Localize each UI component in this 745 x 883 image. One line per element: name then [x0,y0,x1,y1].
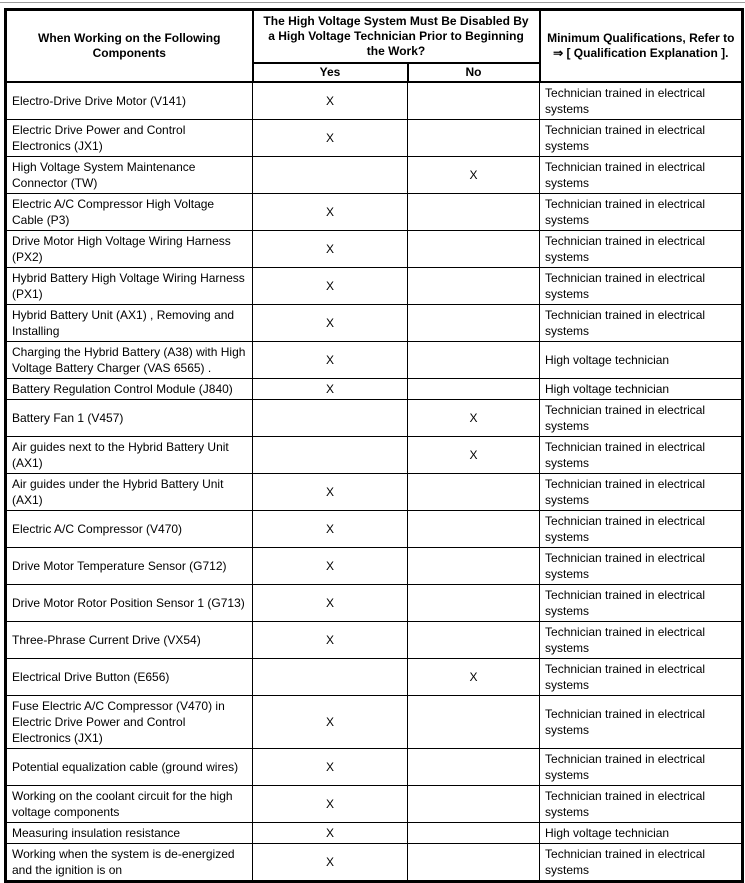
qualification-cell: Technician trained in electrical systems [540,548,743,585]
header-component-column: When Working on the Following Components [6,10,253,83]
component-cell: Drive Motor Temperature Sensor (G712) [6,548,253,585]
yes-mark-cell: X [253,844,408,882]
header-yes-column: Yes [253,63,408,82]
no-mark-cell [408,622,540,659]
table-row [6,548,743,585]
qualification-cell: Technician trained in electrical systems [540,786,743,823]
qualification-cell: Technician trained in electrical systems [540,194,743,231]
no-mark-cell [408,120,540,157]
no-mark-cell [408,231,540,268]
component-cell: Charging the Hybrid Battery (A38) with High Voltage Battery Charger (VAS 6565) . [6,342,253,379]
qualification-cell: Technician trained in electrical systems [540,120,743,157]
no-mark-cell [408,511,540,548]
no-mark-cell [408,305,540,342]
page-top-divider [0,2,745,3]
table-row [6,82,743,120]
component-cell: Hybrid Battery High Voltage Wiring Harness (PX1) [6,268,253,305]
qualification-cell: Technician trained in electrical systems [540,82,743,120]
yes-mark-cell: X [253,585,408,622]
qualification-cell: High voltage technician [540,823,743,844]
component-cell: Potential equalization cable (ground wires) [6,749,253,786]
component-cell: Electro-Drive Drive Motor (V141) [6,82,253,120]
no-mark-cell [408,82,540,120]
yes-mark-cell: X [253,511,408,548]
yes-mark-cell: X [253,82,408,120]
qualification-cell: Technician trained in electrical systems [540,844,743,882]
table-row [6,696,743,749]
table-body [6,82,743,882]
no-mark-cell [408,844,540,882]
qualification-cell: Technician trained in electrical systems [540,437,743,474]
table-row [6,585,743,622]
no-mark-cell: X [408,157,540,194]
yes-mark-cell: X [253,120,408,157]
table-row [6,400,743,437]
qualification-cell: Technician trained in electrical systems [540,659,743,696]
table-row [6,194,743,231]
table-row [6,749,743,786]
component-cell: Three-Phrase Current Drive (VX54) [6,622,253,659]
table-row [6,120,743,157]
component-cell: Drive Motor Rotor Position Sensor 1 (G713) [6,585,253,622]
yes-mark-cell [253,437,408,474]
component-cell: Air guides next to the Hybrid Battery Unit (AX1) [6,437,253,474]
yes-mark-cell: X [253,749,408,786]
table-row [6,268,743,305]
no-mark-cell [408,823,540,844]
yes-mark-cell: X [253,696,408,749]
header-disable-question: The High Voltage System Must Be Disabled By a High Voltage Technician Prior to Beginning the Work? [253,10,540,64]
yes-mark-cell: X [253,268,408,305]
component-cell: Electric A/C Compressor High Voltage Cable (P3) [6,194,253,231]
qualification-cell: Technician trained in electrical systems [540,585,743,622]
table-row [6,511,743,548]
yes-mark-cell [253,400,408,437]
table-row [6,622,743,659]
component-cell: Battery Regulation Control Module (J840) [6,379,253,400]
yes-mark-cell: X [253,305,408,342]
no-mark-cell: X [408,400,540,437]
yes-mark-cell: X [253,823,408,844]
no-mark-cell [408,268,540,305]
hv-disable-requirements-table [4,8,744,883]
no-mark-cell [408,696,540,749]
table-row [6,157,743,194]
table-row [6,659,743,696]
qualification-cell: Technician trained in electrical systems [540,305,743,342]
no-mark-cell [408,194,540,231]
no-mark-cell: X [408,659,540,696]
header-no-column: No [408,63,540,82]
table-row [6,474,743,511]
qualification-cell: Technician trained in electrical systems [540,474,743,511]
yes-mark-cell [253,157,408,194]
no-mark-cell [408,379,540,400]
no-mark-cell [408,548,540,585]
component-cell: Electric Drive Power and Control Electronics (JX1) [6,120,253,157]
component-cell: Measuring insulation resistance [6,823,253,844]
component-cell: Working on the coolant circuit for the high voltage components [6,786,253,823]
qualification-cell: Technician trained in electrical systems [540,511,743,548]
table-row [6,342,743,379]
qualification-cell: Technician trained in electrical systems [540,400,743,437]
qualification-cell: Technician trained in electrical systems [540,268,743,305]
yes-mark-cell: X [253,474,408,511]
component-cell: High Voltage System Maintenance Connector (TW) [6,157,253,194]
table-row [6,844,743,882]
yes-mark-cell: X [253,786,408,823]
component-cell: Working when the system is de-energized and the ignition is on [6,844,253,882]
table-row [6,305,743,342]
table-row [6,437,743,474]
no-mark-cell [408,585,540,622]
qualification-cell: Technician trained in electrical systems [540,696,743,749]
table-row [6,379,743,400]
component-cell: Electric A/C Compressor (V470) [6,511,253,548]
qualification-cell: Technician trained in electrical systems [540,622,743,659]
qualification-cell: Technician trained in electrical systems [540,231,743,268]
yes-mark-cell: X [253,342,408,379]
no-mark-cell [408,749,540,786]
component-cell: Fuse Electric A/C Compressor (V470) in Electric Drive Power and Control Electronics (JX1) [6,696,253,749]
component-cell: Drive Motor High Voltage Wiring Harness (PX2) [6,231,253,268]
yes-mark-cell: X [253,548,408,585]
header-qualification-column: Minimum Qualifications, Refer to ⇒ [ Qualification Explanation ]. [540,10,743,83]
qualification-cell: Technician trained in electrical systems [540,157,743,194]
yes-mark-cell: X [253,231,408,268]
no-mark-cell [408,474,540,511]
yes-mark-cell: X [253,194,408,231]
no-mark-cell [408,786,540,823]
qualification-cell: High voltage technician [540,379,743,400]
component-cell: Hybrid Battery Unit (AX1) , Removing and Installing [6,305,253,342]
qualification-cell: Technician trained in electrical systems [540,749,743,786]
yes-mark-cell: X [253,379,408,400]
yes-mark-cell [253,659,408,696]
header-row-main [6,10,743,64]
table-row [6,823,743,844]
no-mark-cell: X [408,437,540,474]
table-row [6,786,743,823]
qualification-cell: High voltage technician [540,342,743,379]
component-cell: Electrical Drive Button (E656) [6,659,253,696]
yes-mark-cell: X [253,622,408,659]
table-row [6,231,743,268]
no-mark-cell [408,342,540,379]
component-cell: Air guides under the Hybrid Battery Unit (AX1) [6,474,253,511]
component-cell: Battery Fan 1 (V457) [6,400,253,437]
table-header [6,10,743,83]
